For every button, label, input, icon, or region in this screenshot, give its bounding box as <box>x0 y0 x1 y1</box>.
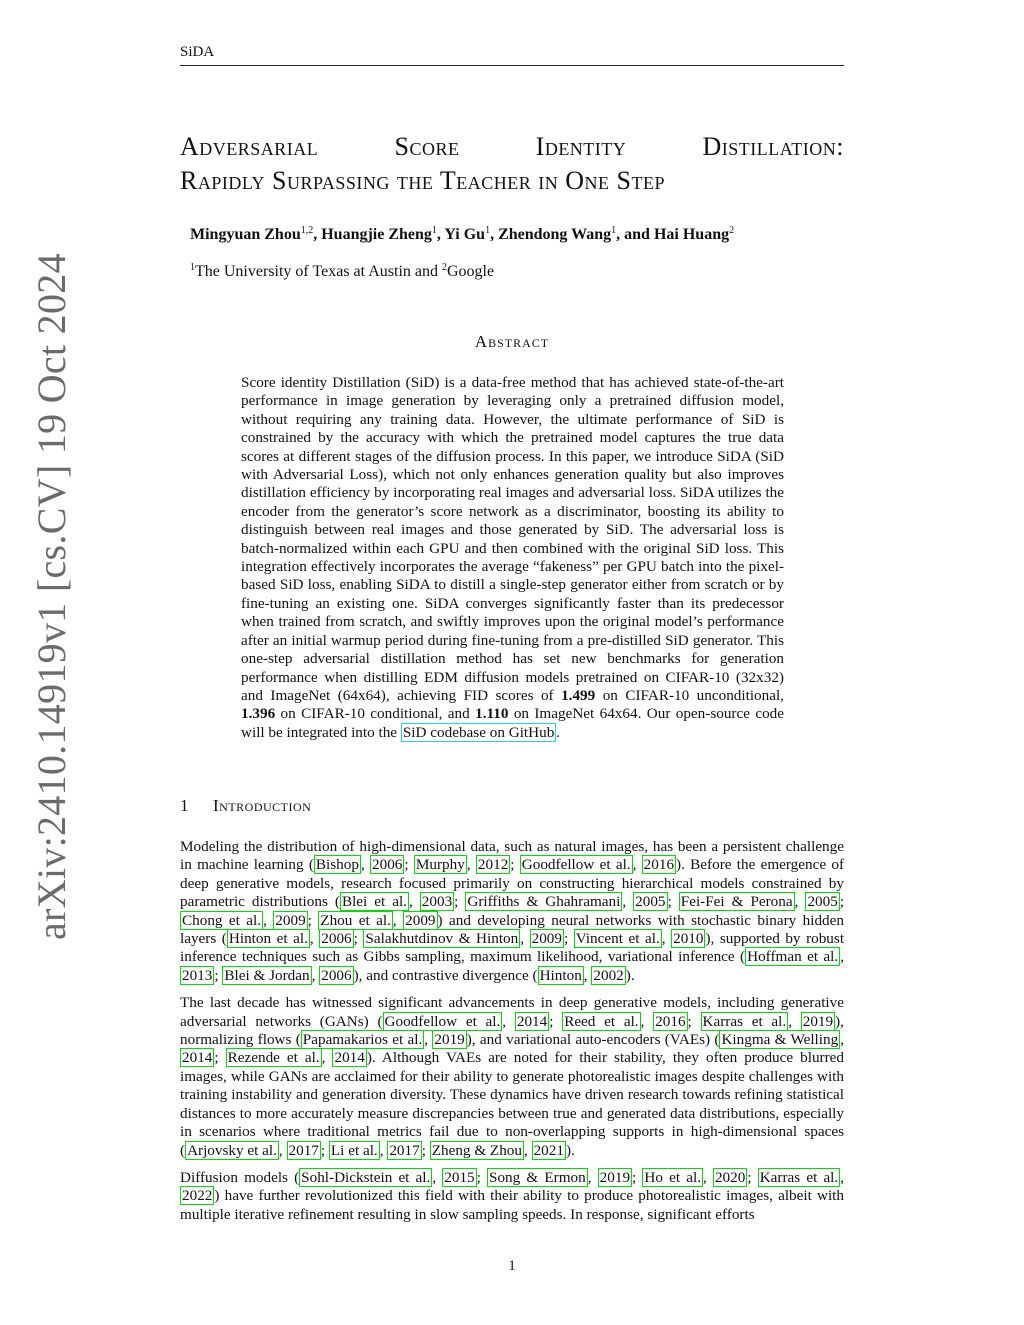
citation-link[interactable]: Hinton et al. <box>228 930 308 948</box>
citation-link[interactable]: Chong et al. <box>182 911 262 929</box>
citation-link[interactable]: Goodfellow et al. <box>384 1012 501 1030</box>
text-run: , <box>502 1012 515 1030</box>
title-word: Identity <box>535 132 627 161</box>
text-run: , <box>622 893 634 911</box>
text-run: , <box>360 856 371 874</box>
section-number: 1 <box>180 796 189 815</box>
text-run: ; <box>214 966 223 984</box>
text-run: , <box>432 1168 443 1186</box>
citation-link[interactable]: Rezende et al. <box>227 1049 320 1067</box>
author-affiliation-mark: 1 <box>611 225 617 236</box>
author-affiliation-mark: 1 <box>485 225 491 236</box>
citation-link[interactable]: 2014 <box>516 1012 548 1030</box>
paragraph <box>180 838 844 985</box>
text-run: , <box>703 1168 713 1186</box>
fid-score: 1.396 <box>241 705 276 723</box>
title-word: Adversarial <box>180 132 319 161</box>
text-run: , <box>311 966 320 984</box>
text-run: , <box>408 893 420 911</box>
text-run: , <box>583 966 592 984</box>
text-run: ; <box>563 930 574 948</box>
abstract-body <box>241 374 784 742</box>
author-name: Hai Huang <box>653 226 730 243</box>
text-run: , <box>640 1012 654 1030</box>
citation-link[interactable]: Kingma & Welling <box>721 1031 839 1049</box>
text-run: , <box>424 1031 433 1049</box>
text-run: , <box>520 930 530 948</box>
citation-link[interactable]: 2009 <box>275 911 306 929</box>
text-run: ), and variational auto-encoders (VAEs) ( <box>466 1031 720 1049</box>
author-name: Yi Gu <box>444 226 486 243</box>
citation-link[interactable]: 2009 <box>405 911 436 929</box>
citation-link[interactable]: Goodfellow et al. <box>521 856 631 874</box>
author-name: Zhendong Wang <box>498 226 612 243</box>
affiliation-text: Google <box>446 263 495 280</box>
citation-link[interactable]: Reed et al. <box>564 1012 639 1030</box>
citation-link[interactable]: 2012 <box>477 856 509 874</box>
citation-link[interactable]: 2016 <box>643 856 675 874</box>
text-run: , <box>466 856 476 874</box>
citation-link[interactable]: 2015 <box>444 1168 475 1186</box>
text-run: ; <box>214 1049 226 1067</box>
paper-title <box>180 130 844 198</box>
text-run: ), normalizing flows ( <box>180 1012 844 1049</box>
text-run: The last decade has witnessed significant advancements in deep generative models, including generative adversarial networks (GANs) ( <box>180 994 844 1030</box>
citation-link[interactable]: Hinton <box>539 966 582 984</box>
citation-link[interactable]: 2006 <box>321 966 352 984</box>
author-list <box>190 226 734 244</box>
text-run: , <box>788 1012 801 1030</box>
citation-link[interactable]: Ho et al. <box>644 1168 701 1186</box>
text-run: ; <box>454 893 466 911</box>
citation-link[interactable]: 2010 <box>673 930 704 948</box>
affiliation <box>190 263 494 281</box>
text-run: , <box>321 1049 333 1067</box>
text-run: Diffusion models ( <box>180 1168 300 1186</box>
text-run: ) have further revolutionized this field with their ability to produce photorealistic images, albeit with multiple iterative refinement resulting in slow sampling speeds. In response, significant efforts <box>180 1187 844 1223</box>
text-run: ; <box>421 1141 430 1159</box>
citation-link[interactable]: 2019 <box>599 1168 631 1186</box>
citation-link[interactable]: Blei & Jordan <box>224 966 310 984</box>
affiliation-mark: 2 <box>441 262 447 273</box>
author-separator: , and <box>616 226 654 243</box>
text-run: . <box>556 723 561 741</box>
citation-link[interactable]: 2020 <box>714 1168 746 1186</box>
text-run: on CIFAR-10 conditional, and <box>275 705 476 723</box>
title-word: Score <box>394 132 460 161</box>
citation-link[interactable]: 2006 <box>321 930 352 948</box>
header-rule <box>180 65 844 66</box>
text-run: , <box>840 948 844 966</box>
text-run: ). Before the emergence of deep generative models, research focused primarily on constructing hierarchical models constrained by parametric distributions ( <box>180 856 845 911</box>
text-run: ; <box>320 1141 329 1159</box>
text-run: ). Although VAEs are noted for their stability, they often produce blurred images, while GANs are acclaimed for their ability to generate photorealistic images despite challenges with training instability and generation diversity. These dynamics have driven research towards refining statistical distances to more accurately measure discrepancies between true and generated data distributions, especially in scenarios where traditional metrics fail due to non-overlapping supports in high-dimensional spaces ( <box>180 1049 844 1159</box>
title-line-1 <box>180 130 844 164</box>
citation-link[interactable]: Arjovsky et al. <box>187 1141 277 1159</box>
citation-link[interactable]: 2006 <box>372 856 403 874</box>
paragraph <box>180 1169 844 1224</box>
title-word: Distillation: <box>702 132 844 161</box>
text-run: , <box>263 911 274 929</box>
affiliation-text: The University of Texas at Austin and <box>195 263 442 280</box>
author-affiliation-mark: 1 <box>431 225 437 236</box>
citation-link[interactable]: Song & Ermon <box>489 1168 586 1186</box>
author-affiliation-mark: 2 <box>729 225 735 236</box>
section-title: Introduction <box>213 796 312 815</box>
citation-link[interactable]: 2005 <box>635 893 666 911</box>
citation-link[interactable]: 2005 <box>807 893 838 911</box>
text-run: ) and developing neural networks with stochastic binary hidden layers ( <box>180 911 844 948</box>
citation-link[interactable]: Vincent et al. <box>575 930 660 948</box>
text-run: ; <box>549 1012 563 1030</box>
citation-link[interactable]: Li et al. <box>330 1141 378 1159</box>
text-run: ), supported by robust inference techniques such as Gibbs sampling, maximum likelihood, variational inference ( <box>180 930 845 966</box>
citation-link[interactable]: Karras et al. <box>759 1168 839 1186</box>
citation-link[interactable]: 2017 <box>288 1141 319 1159</box>
citation-link[interactable]: Karras et al. <box>702 1012 787 1030</box>
text-run: , <box>840 1031 844 1049</box>
fid-score: 1.110 <box>475 705 509 723</box>
citation-link[interactable]: 2003 <box>421 893 453 911</box>
text-run: , <box>523 1141 532 1159</box>
text-run: , <box>379 1141 388 1159</box>
text-run: , <box>661 930 672 948</box>
text-run: Score identity Distillation (SiD) is a data-free method that has achieved state-of-the-art performance in image generation by leveraging only a pretrained diffusion model, without requiring any training data. However, the ultimate performance of SiD is constrained by the accuracy with which the pretrained model captures the true data scores at different stages of the diffusion process. In this paper, we introduce SiDA (SiD with Adversarial Loss), which not only enhances generation quality but also improves distillation efficiency by incorporating real images and adversarial loss. SiDA utilizes the encoder from the generator’s score network as a discriminator, boosting its ability to distinguish between real images and those generated by SiD. The adversarial loss is batch-normalized within each GPU and then combined with the original SiD loss. This integration effectively incorporates the average “fakeness” per GPU batch into the pixel-based SiD loss, enabling SiDA to distill a single-step generator either from scratch or by fine-tuning an existing one. SiDA converges significantly faster than its predecessor when trained from scratch, and swiftly improves upon the original model’s performance after an initial warmup period during fine-tuning from a pre-distilled SiD generator. This one-step adversarial distillation method has set new benchmarks for generation performance when distilling EDM diffusion models pretrained on CIFAR-10 (32x32) and ImageNet (64x64), achieving FID scores of <box>241 374 784 704</box>
citation-link[interactable]: Zhou et al. <box>320 911 391 929</box>
paragraph <box>180 994 844 1160</box>
citation-link[interactable]: Blei et al. <box>341 893 407 911</box>
author-separator: , <box>490 226 499 243</box>
introduction-text <box>180 838 844 1233</box>
text-run: , <box>840 1168 844 1186</box>
text-run: ; <box>667 893 679 911</box>
text-run: , <box>632 856 642 874</box>
section-heading <box>180 796 311 816</box>
arxiv-identifier-stamp[interactable]: arXiv:2410.14919v1 [cs.CV] 19 Oct 2024 <box>29 253 74 940</box>
text-run: ; <box>476 1168 488 1186</box>
text-run: , <box>278 1141 287 1159</box>
citation-link[interactable]: 2014 <box>182 1049 213 1067</box>
citation-link[interactable]: Griffiths & Ghahramani <box>467 893 621 911</box>
citation-link[interactable]: Murphy <box>415 856 465 874</box>
text-run: ; <box>510 856 520 874</box>
text-run: ; <box>307 911 319 929</box>
fid-score: 1.499 <box>561 686 596 704</box>
text-run: ), and contrastive divergence ( <box>353 966 538 984</box>
text-run: Modeling the distribution of high-dimensional data, such as natural images, has been a persistent challenge in machine learning ( <box>180 838 844 874</box>
github-link[interactable]: SiD codebase on GitHub <box>402 723 555 741</box>
text-run: , <box>392 911 404 929</box>
text-run: ; <box>632 1168 643 1186</box>
citation-link[interactable]: 2016 <box>655 1012 686 1030</box>
affiliation-mark: 1 <box>190 262 195 273</box>
citation-link[interactable]: 2013 <box>182 966 213 984</box>
text-run: ; <box>687 1012 701 1030</box>
text-run: ). <box>625 966 635 984</box>
citation-link[interactable]: 2002 <box>593 966 624 984</box>
citation-link[interactable]: Bishop <box>315 856 359 874</box>
page-number: 1 <box>508 1258 516 1274</box>
text-run: ). <box>565 1141 575 1159</box>
author-separator: , <box>313 226 322 243</box>
text-run: , <box>309 930 320 948</box>
citation-link[interactable]: Fei-Fei & Perona <box>680 893 793 911</box>
text-run: ; <box>839 893 845 911</box>
text-run: on ImageNet 64x64. Our open-source code will be integrated into the <box>241 705 784 741</box>
text-run: , <box>587 1168 598 1186</box>
citation-link[interactable]: Hoffman et al. <box>747 948 839 966</box>
title-line-2: Rapidly Surpassing the Teacher in One Step <box>180 166 665 195</box>
citation-link[interactable]: Salakhutdinov & Hinton <box>365 930 519 948</box>
author-name: Huangjie Zheng <box>321 226 432 243</box>
author-affiliation-mark: 1,2 <box>300 225 314 236</box>
citation-link[interactable]: 2009 <box>531 930 562 948</box>
text-run: ; <box>747 1168 758 1186</box>
text-run: ; <box>353 930 364 948</box>
text-run: , <box>794 893 806 911</box>
citation-link[interactable]: Papamakarios et al. <box>302 1031 423 1049</box>
running-head: SiDA <box>180 44 215 60</box>
citation-link[interactable]: 2022 <box>182 1187 213 1205</box>
citation-link[interactable]: 2019 <box>802 1012 834 1030</box>
citation-link[interactable]: Sohl-Dickstein et al. <box>301 1168 431 1186</box>
citation-link[interactable]: 2017 <box>389 1141 420 1159</box>
author-separator: , <box>436 226 445 243</box>
author-name: Mingyuan Zhou <box>190 226 301 243</box>
text-run: ; <box>404 856 414 874</box>
citation-link[interactable]: 2019 <box>434 1031 465 1049</box>
citation-link[interactable]: 2014 <box>334 1049 365 1067</box>
citation-link[interactable]: 2021 <box>533 1141 564 1159</box>
abstract-heading: Abstract <box>474 332 550 351</box>
citation-link[interactable]: Zheng & Zhou <box>431 1141 522 1159</box>
text-run: on CIFAR-10 unconditional, <box>595 686 784 704</box>
